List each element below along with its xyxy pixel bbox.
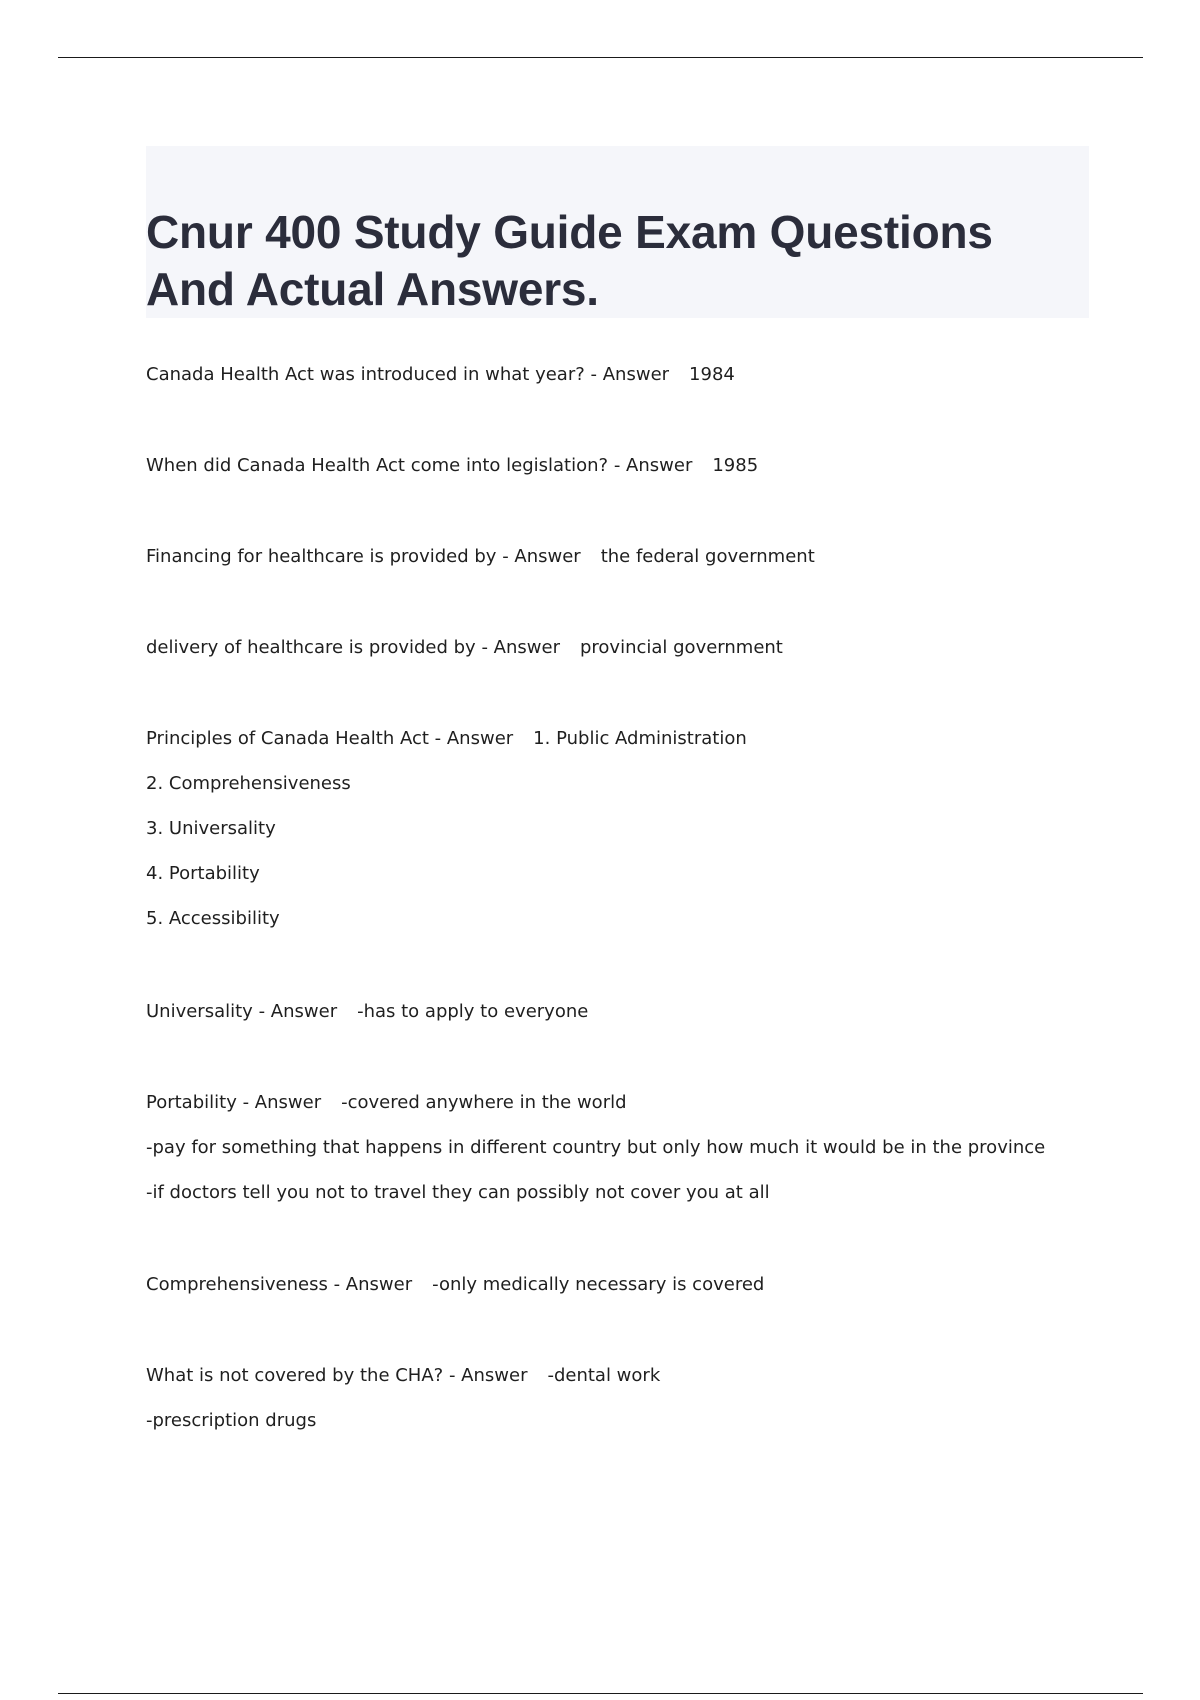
question-text: Principles of Canada Health Act	[146, 728, 429, 749]
qa-item	[146, 989, 1146, 1034]
question-text: Canada Health Act was introduced in what year?	[146, 364, 585, 385]
answer-label: - Answer	[448, 1365, 528, 1386]
answer-text: provincial government	[579, 637, 783, 658]
answer-continuation: -prescription drugs	[146, 1410, 317, 1431]
answer-label: - Answer	[258, 1001, 338, 1022]
title-line-1: Cnur 400 Study Guide Exam Questions	[146, 206, 993, 258]
answer-text: -only medically necessary is covered	[432, 1274, 765, 1295]
question-text: Portability	[146, 1092, 237, 1113]
answer-continuation: 2. Comprehensiveness	[146, 773, 351, 794]
answer-continuation: 3. Universality	[146, 818, 276, 839]
answer-continuation: -pay for something that happens in different country but only how much it would be in the province	[146, 1137, 1046, 1158]
question-text: When did Canada Health Act come into legislation?	[146, 455, 609, 476]
question-text: Comprehensiveness	[146, 1274, 328, 1295]
answer-continuation: 4. Portability	[146, 863, 260, 884]
qa-item	[146, 625, 1146, 670]
answer-label: - Answer	[333, 1274, 413, 1295]
answer-label: - Answer	[242, 1092, 322, 1113]
qa-line	[146, 1080, 1146, 1125]
answer-text: -covered anywhere in the world	[341, 1092, 627, 1113]
answer-text: -has to apply to everyone	[357, 1001, 589, 1022]
qa-line	[146, 625, 1146, 670]
answer-continuation: -if doctors tell you not to travel they can possibly not cover you at all	[146, 1182, 770, 1203]
qa-line	[146, 534, 1146, 579]
answer-continuation: 5. Accessibility	[146, 908, 280, 929]
answer-text: -dental work	[547, 1365, 661, 1386]
qa-item	[146, 716, 1146, 941]
answer-label: - Answer	[434, 728, 514, 749]
question-text: What is not covered by the CHA?	[146, 1365, 444, 1386]
answer-label: - Answer	[502, 546, 581, 567]
qa-item	[146, 1080, 1146, 1215]
qa-line	[146, 1262, 1146, 1307]
question-text: delivery of healthcare is provided by	[146, 637, 476, 658]
answer-text: the federal government	[600, 546, 815, 567]
qa-item	[146, 1353, 1146, 1443]
answer-label: - Answer	[481, 637, 560, 658]
qa-line	[146, 443, 1146, 488]
qa-line	[146, 352, 1146, 397]
title-line-2: And Actual Answers.	[146, 263, 599, 315]
qa-item	[146, 443, 1146, 488]
answer-text: 1. Public Administration	[533, 728, 747, 749]
qa-item	[146, 534, 1146, 579]
answer-label: - Answer	[590, 364, 670, 385]
question-text: Financing for healthcare is provided by	[146, 546, 497, 567]
qa-line	[146, 1353, 1146, 1398]
answer-text: 1985	[712, 455, 759, 476]
qa-item	[146, 352, 1146, 397]
bottom-rule	[58, 1693, 1143, 1694]
answer-text: 1984	[689, 364, 735, 385]
question-text: Universality	[146, 1001, 253, 1022]
document-title	[146, 204, 1089, 318]
qa-item	[146, 1262, 1146, 1307]
qa-line	[146, 989, 1146, 1034]
top-rule	[58, 57, 1143, 58]
answer-label: - Answer	[613, 455, 693, 476]
qa-line	[146, 716, 1146, 761]
